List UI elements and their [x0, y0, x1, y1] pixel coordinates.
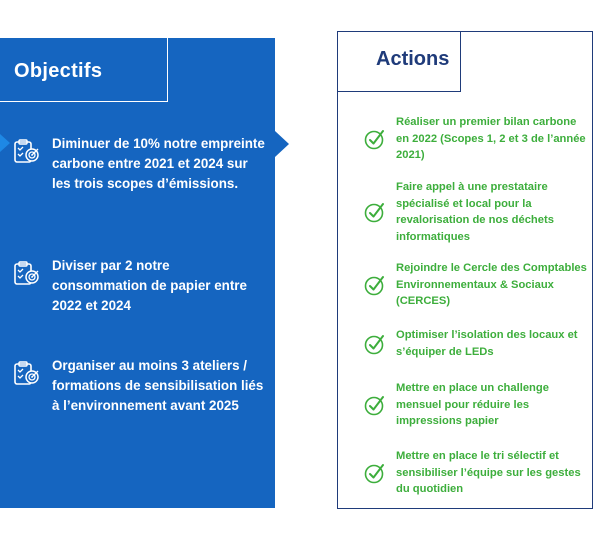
objective-text: Diviser par 2 notre consommation de papier entre 2022 et 2024 — [52, 258, 247, 313]
action-text: Mettre en place le tri sélectif et sensibiliser l’équipe sur les gestes du quotidien — [396, 450, 581, 495]
objectives-title: Objectifs — [14, 60, 103, 82]
action-text: Rejoindre le Cercle des Comptables Environnementaux & Sociaux (CERCES) — [396, 262, 587, 307]
objectives-pointer-arrow — [275, 131, 289, 157]
action-text: Mettre en place un challenge mensuel pour réduire les impressions papier — [396, 382, 549, 427]
clipboard-target-icon — [12, 259, 40, 287]
objective-item — [12, 256, 267, 316]
clipboard-target-icon — [12, 137, 40, 165]
check-circle-icon — [364, 274, 386, 296]
clipboard-target-icon — [12, 359, 40, 387]
check-circle-icon — [364, 462, 386, 484]
check-circle-icon — [364, 128, 386, 150]
objective-item — [12, 134, 267, 194]
objective-text: Organiser au moins 3 ateliers / formations de sensibilisation liés à l’environnement avant 2025 — [52, 358, 264, 413]
check-circle-icon — [364, 201, 386, 223]
objective-text: Diminuer de 10% notre empreinte carbone entre 2021 et 2024 sur les trois scopes d’émissions. — [52, 136, 265, 191]
actions-header — [338, 32, 461, 92]
objectives-panel — [0, 38, 275, 508]
check-circle-icon — [364, 333, 386, 355]
check-circle-icon — [364, 394, 386, 416]
action-item — [364, 179, 589, 245]
action-item — [364, 114, 589, 164]
action-item — [364, 260, 589, 310]
action-item — [364, 380, 589, 430]
objective-item — [12, 356, 267, 416]
actions-title: Actions — [376, 48, 450, 70]
action-item — [364, 448, 589, 498]
objectives-notch — [0, 134, 10, 152]
action-item — [364, 327, 589, 360]
actions-panel — [337, 31, 593, 509]
objectives-header — [0, 38, 168, 102]
action-text: Optimiser l’isolation des locaux et s’équiper de LEDs — [396, 329, 578, 358]
action-text: Réaliser un premier bilan carbone en 2022 (Scopes 1, 2 et 3 de l’année 2021) — [396, 116, 586, 161]
action-text: Faire appel à une prestataire spécialisé et local pour la revalorisation de nos déchets informatiques — [396, 181, 554, 243]
